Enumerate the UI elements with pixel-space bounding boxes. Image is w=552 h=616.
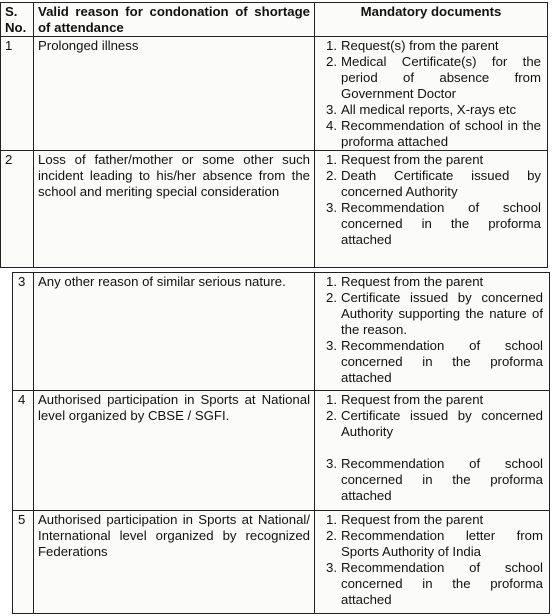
item-text: Recommendation of school concerned in the proforma attached [341,200,541,247]
item-text: Request from the parent [341,274,484,289]
document-list [321,512,543,608]
row-reason: Prolonged illness [34,37,315,150]
row-sno: 3 [13,273,34,390]
list-item [321,392,543,408]
attendance-table-bottom [12,272,550,614]
item-number: 1. [326,38,337,53]
row-documents [315,273,549,390]
row-reason: Any other reason of similar serious nature. [34,273,315,390]
row-sno: 1 [1,37,34,150]
list-item [321,408,543,440]
list-item [321,274,543,290]
document-list [321,392,543,504]
list-item [321,38,541,54]
row-documents [315,391,549,510]
list-item [321,290,543,338]
item-text: All medical reports, X-rays etc [341,102,517,117]
item-number: 1. [326,274,337,289]
list-item [321,200,541,248]
list-item [321,152,541,168]
list-spacer [321,440,543,456]
item-text: Death Certificate issued by concerned Authority [341,168,541,199]
list-item [321,456,543,504]
list-item [321,338,543,386]
item-number: 3. [326,102,337,117]
attendance-table-top [0,2,548,268]
table-row [13,391,549,511]
list-item [321,560,543,608]
row-documents [315,511,549,613]
row-reason: Loss of father/mother or some other such incident leading to his/her absence from the school and meriting special consideration [34,151,315,267]
item-text: Recommendation of school concerned in the proforma attached [341,560,543,607]
item-text: Recommendation of school concerned in the proforma attached [341,338,543,385]
row-sno: 2 [1,151,34,267]
item-text: Request from the parent [341,512,484,527]
header-reason: Valid reason for condonation of shortage of attendance [34,3,315,36]
item-number: 4. [326,118,337,133]
item-text: Request(s) from the parent [341,38,499,53]
item-text: Recommendation letter from Sports Authority of India [341,528,543,559]
list-item [321,54,541,102]
table-row [13,511,549,613]
item-number: 1. [326,392,337,407]
list-item [321,512,543,528]
item-number: 1. [326,152,337,167]
item-text: Request from the parent [341,392,484,407]
header-sno: S. No. [1,3,34,36]
header-documents: Mandatory documents [360,4,502,19]
row-reason: Authorised participation in Sports at National/ International level organized by recognized Federations [34,511,315,613]
item-text: Certificate issued by concerned Authority [341,408,543,439]
row-reason: Authorised participation in Sports at National level organized by CBSE / SGFI. [34,391,315,510]
item-number: 2. [326,528,337,543]
row-sno: 5 [13,511,34,613]
item-number: 2. [326,54,337,69]
item-number: 1. [326,512,337,527]
table-row [1,151,547,267]
item-number: 2. [326,408,337,423]
list-item [321,528,543,560]
item-number: 2. [326,168,337,183]
table-row [13,273,549,391]
list-item [321,118,541,150]
item-text: Medical Certificate(s) for the period of absence from Government Doctor [341,54,541,101]
table-row [1,37,547,151]
item-number: 2. [326,290,337,305]
item-text: Recommendation of school concerned in the proforma attached [341,456,543,503]
document-list [321,38,541,150]
item-text: Request from the parent [341,152,484,167]
list-item [321,102,541,118]
item-number: 3. [326,338,337,353]
row-documents [315,151,547,267]
list-item [321,168,541,200]
item-number: 3. [326,560,337,575]
document-list [321,274,543,386]
row-documents [315,37,547,150]
item-number: 3. [326,456,337,471]
item-text: Certificate issued by concerned Authority supporting the nature of the reason. [341,290,543,337]
table-header-row [1,3,547,37]
item-number: 3. [326,200,337,215]
row-sno: 4 [13,391,34,510]
document-list [321,152,541,248]
item-text: Recommendation of school in the proforma attached [341,118,541,149]
